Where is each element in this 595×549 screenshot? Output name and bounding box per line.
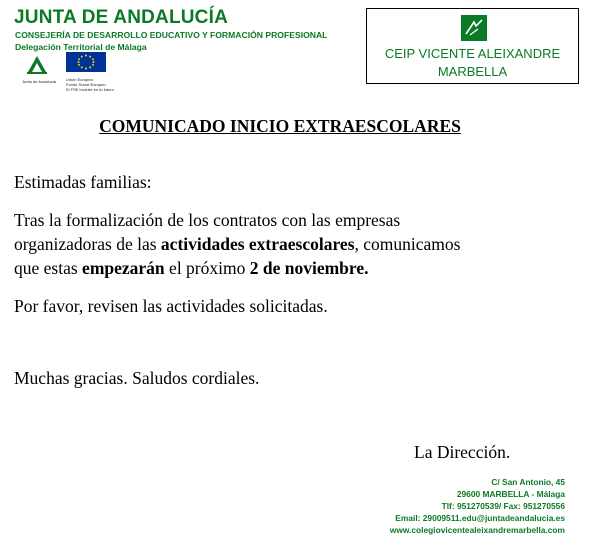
school-emblem-icon <box>461 15 487 41</box>
request-text: Por favor, revisen las actividades solicitadas. <box>14 296 328 316</box>
document-title: COMUNICADO INICIO EXTRAESCOLARES <box>99 116 461 136</box>
school-logo <box>461 15 487 41</box>
para2-text-b: , comunicamos <box>354 234 461 254</box>
paragraph-line1: Tras la formalización de los contratos con las empresas <box>14 210 401 230</box>
phone-fax: Tlf: 951270539/ Fax: 951270556 <box>441 501 565 511</box>
contact-block <box>390 476 565 536</box>
junta-logo <box>22 54 57 84</box>
address-city: 29600 MARBELLA - Málaga <box>456 489 565 499</box>
para3-bold2: 2 de noviembre. <box>249 258 369 278</box>
paragraph-line2 <box>14 232 460 256</box>
school-name-line2: MARBELLA <box>437 64 508 79</box>
para3-text-a: que estas <box>14 258 83 278</box>
junta-title: JUNTA DE ANDALUCÍA <box>14 7 229 28</box>
main-paragraph <box>14 208 460 280</box>
consejeria-label: CONSEJERÍA DE DESARROLLO EDUCATIVO Y FORMACIÓN PROFESIONAL <box>15 30 328 40</box>
para2-bold: actividades extraescolares <box>160 234 355 254</box>
website: www.colegiovicentealeixandremarbella.com <box>389 525 565 535</box>
para2-text-a: organizadoras de las <box>14 234 161 254</box>
thanks-text: Muchas gracias. Saludos cordiales. <box>14 368 260 388</box>
eu-caption-1: Unión Europea <box>66 77 93 82</box>
address-street: C/ San Antonio, 45 <box>491 477 565 487</box>
delegacion-label: Delegación Territorial de Málaga <box>15 42 147 52</box>
junta-logo-caption: Junta de Andalucía <box>22 79 57 84</box>
eu-caption-2: Fondo Social Europeo <box>66 82 106 87</box>
signature: La Dirección. <box>414 442 511 462</box>
eu-logo <box>66 52 116 92</box>
paragraph-line3 <box>14 256 460 280</box>
para3-bold1: empezarán <box>82 258 165 278</box>
para3-text-b: el próximo <box>164 258 250 278</box>
school-name <box>368 45 577 81</box>
email: Email: 29009511.edu@juntadeandalucia.es <box>395 513 565 523</box>
greeting: Estimadas familias: <box>14 172 152 192</box>
eu-caption-3: El FSE invierte en tu futuro <box>66 87 114 92</box>
junta-emblem-icon <box>22 54 52 76</box>
school-name-line1: CEIP VICENTE ALEIXANDRE <box>384 46 561 61</box>
eu-flag-icon <box>66 52 106 72</box>
